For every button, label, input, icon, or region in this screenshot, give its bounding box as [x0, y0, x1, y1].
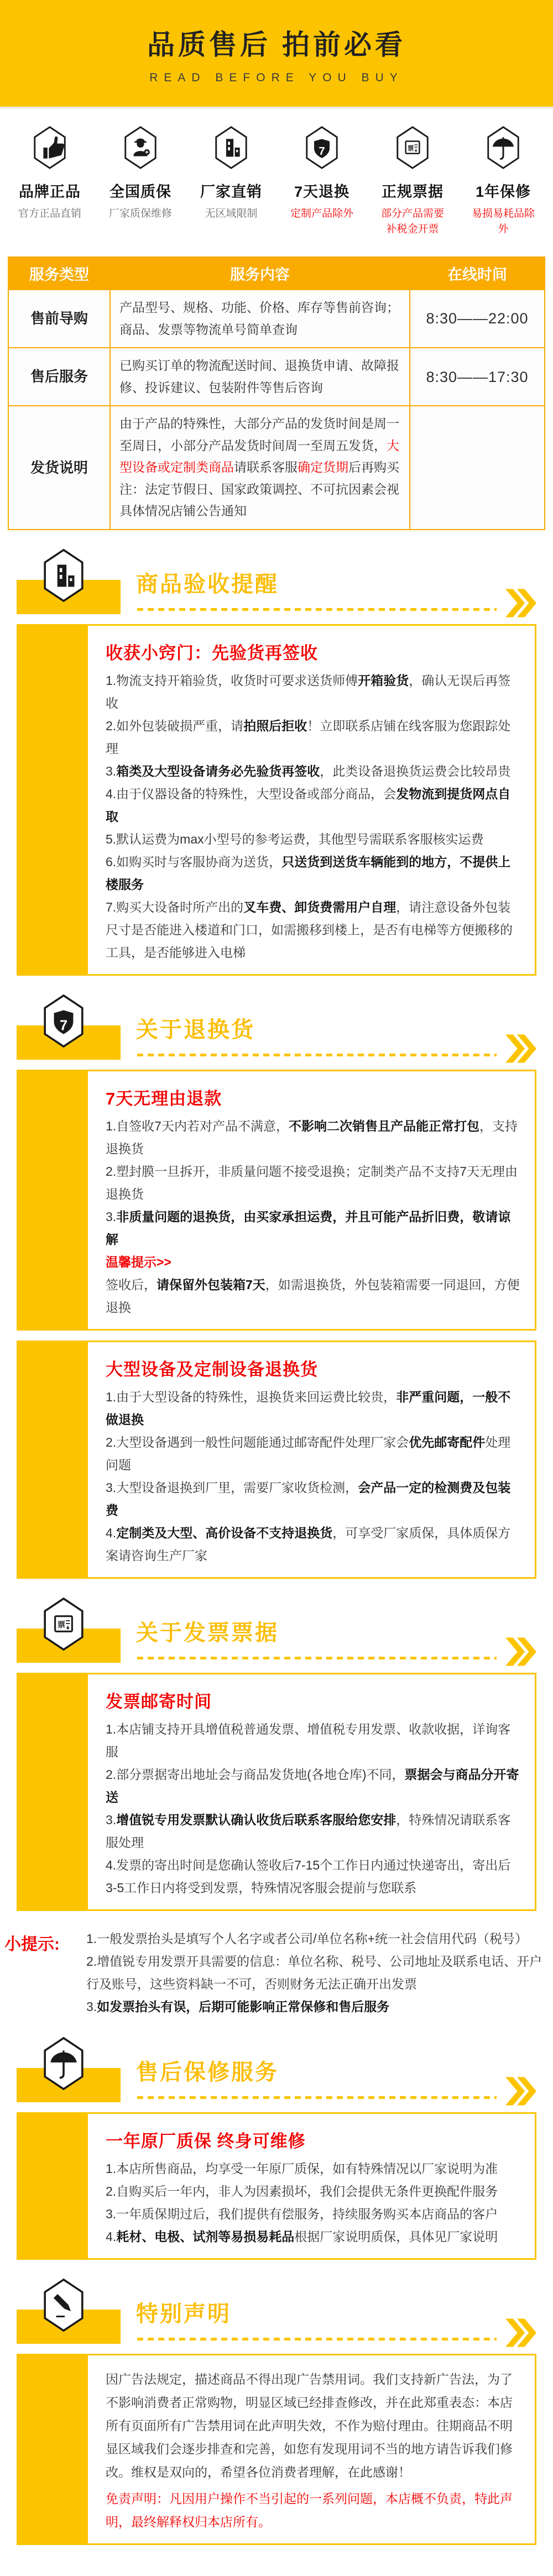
badge-label: 全国质保	[109, 184, 171, 200]
badge-subtext: 易损易耗品除外	[471, 208, 535, 235]
table-header-row	[8, 257, 545, 290]
list-item: 1.本店铺支持开具增值税普通发票、增值税专用发票、收款收据，详询客服	[106, 1722, 511, 1760]
factory-icon	[41, 548, 86, 603]
list-item: 2.部分票据寄出地址会与商品发货地(各地仓库)不同，票据会与商品分开寄送	[106, 1767, 519, 1805]
page-header	[0, 0, 553, 109]
section-title: 关于发票票据	[136, 1621, 279, 1646]
list-item: 2.大型设备遇到一般性问题能通过邮寄配件处理厂家会优先邮寄配件处理问题	[106, 1435, 511, 1473]
refund-list	[106, 1115, 520, 1251]
warranty-panel	[17, 2112, 536, 2260]
table-row	[8, 348, 545, 406]
online-time-cell: 8:30——17:30	[410, 348, 545, 406]
section-title: 特别声明	[136, 2302, 231, 2327]
col-online-time: 在线时间	[410, 257, 545, 290]
double-chevron-icon	[505, 589, 536, 617]
list-item: 3.增值锐专用发票默认确认收货后联系客服给您安排，特殊情况请联系客服处理	[106, 1813, 511, 1850]
list-item: 5.默认运费为max小型号的参考运费，其他型号需联系客服核实运费	[106, 832, 484, 847]
section-header-inspection	[17, 550, 536, 614]
page-title: 品质售后 拍前必看	[147, 29, 406, 60]
dashed-divider	[137, 2096, 497, 2099]
badge-label: 7天退换	[294, 184, 350, 200]
service-badges	[0, 109, 553, 243]
panel-title: 收获小窍门：先验货再签收	[106, 643, 318, 663]
double-chevron-icon	[505, 1637, 536, 1666]
badge-label: 品牌正品	[19, 184, 81, 200]
panel-title: 一年原厂质保 终身可维修	[106, 2132, 306, 2151]
col-service-content: 服务内容	[110, 257, 410, 290]
service-content-cell: 产品型号、规格、功能、价格、库存等售前咨询； 商品、发票等物流单号简单查询	[110, 290, 410, 348]
tips-label: 小提示:	[4, 1935, 60, 1954]
badge-label: 厂家直销	[200, 184, 262, 200]
list-item: 3.箱类及大型设备请务必先验货再签收，此类设备退换货运费会比较昂贵	[106, 764, 511, 779]
list-item: 3.大型设备退换到厂里，需要厂家收货检测，会产品一定的检测费及包装费	[106, 1480, 511, 1518]
service-content-cell: 由于产品的特殊性，大部分产品的发货时间是周一至周日，小部分产品发货时间周一至周五发货，大型设备或定制类商品请联系客服确定货期后再购买 注：法定节假日、国家政策调控、不可抗因素会视具体情况店铺公告通知	[110, 406, 410, 530]
large-equipment-return-panel	[17, 1341, 536, 1579]
list-item: 7.购买大设备时所产出的叉车费、卸货费需用户自理，请注意设备外包装尺寸是否能进入楼道和门口，如需搬移到楼上，是否有电梯等方便搬移的工具，是否能够进入电梯	[106, 900, 513, 960]
inspection-panel	[17, 624, 536, 976]
list-item: 1.一般发票抬头是填写个人名字或者公司/单位名称+统一社会信用代码（税号）	[86, 1931, 528, 1946]
invoice-list	[106, 1718, 520, 1899]
section-header-statement	[17, 2280, 536, 2344]
dashed-divider	[137, 608, 497, 611]
service-type-cell: 售前导购	[8, 290, 110, 348]
thumbs-up-icon	[32, 125, 68, 170]
service-type-cell: 售后服务	[8, 348, 110, 406]
receipt-icon	[41, 1596, 86, 1652]
badge-subtext: 无区域限制	[205, 208, 258, 219]
invoice-panel	[17, 1673, 536, 1911]
bottom-spacer	[0, 2545, 553, 2576]
statement-panel	[17, 2354, 536, 2545]
badge-7day-return	[279, 125, 365, 237]
list-item: 1.物流支持开箱验货，收货时可要求送货师傅开箱验货，确认无误后再签收	[106, 673, 511, 711]
badge-subtext: 定制产品除外	[290, 208, 353, 219]
list-item: 2.塑封膜一旦拆开，非质量问题不接受退换；定制类产品不支持7天无理由退换货	[106, 1164, 518, 1202]
list-item: 3.一年质保期过后，我们提供有偿服务，持续服务购买本店商品的客户	[106, 2207, 498, 2222]
invoice-tips	[4, 1928, 546, 2018]
warranty-list	[106, 2158, 520, 2248]
dashed-divider	[137, 1657, 497, 1659]
section-header-returns	[17, 996, 536, 1060]
list-item: 3.如发票抬头有误，后期可能影响正常保修和售后服务	[86, 1999, 390, 2014]
list-item: 1.由于大型设备的特殊性，退换货来回运费比较贵，非严重问题，一般不做退换	[106, 1390, 511, 1427]
section-header-invoice	[17, 1599, 536, 1663]
col-service-type: 服务类型	[8, 257, 110, 290]
badge-label: 1年保修	[475, 184, 531, 200]
badge-factory-direct	[188, 125, 274, 237]
list-item: 3.非质量问题的退换货，由买家承担运费，并且可能产品折旧费，敬请谅解	[106, 1210, 511, 1247]
badge-subtext: 厂家质保维修	[108, 208, 172, 219]
double-chevron-icon	[505, 2318, 536, 2347]
factory-icon	[213, 125, 249, 170]
panel-title: 发票邮寄时间	[106, 1692, 212, 1712]
seven-day-refund-panel	[17, 1070, 536, 1331]
list-item: 2.增值锐专用发票开具需要的信息：单位名称、税号、公司地址及联系电话、开户行及账号，这些资料缺一不可，否则财务无法正确开出发票	[86, 1954, 542, 1992]
list-item: 4.耗材、电极、试剂等易损易耗品根据厂家说明质保，具体见厂家说明	[106, 2229, 498, 2244]
badge-subtext: 官方正品直销	[18, 208, 81, 219]
panel-title: 大型设备及定制设备退换货	[106, 1360, 318, 1380]
badge-label: 正规票据	[382, 184, 444, 200]
dashed-divider	[137, 1054, 497, 1056]
double-chevron-icon	[505, 2077, 536, 2106]
badge-brand-authentic	[7, 125, 93, 237]
shield-7-icon	[304, 125, 340, 170]
dashed-divider	[137, 2338, 497, 2341]
list-item: 4.定制类及大型、高价设备不支持退换货，可享受厂家质保，具体质保方案请咨询生产厂家	[106, 1526, 511, 1563]
section-title: 商品验收提醒	[136, 572, 279, 597]
list-item: 4.由于仪器设备的特殊性，大型设备或部分商品，会发物流到提货网点自取	[106, 787, 511, 824]
list-item: 2.如外包装破损严重，请拍照后拒收！立即联系店铺在线客服为您跟踪处理	[106, 719, 511, 756]
online-time-cell	[410, 406, 545, 530]
tips-list	[86, 1928, 546, 2018]
badge-subtext: 部分产品需要补税金开票	[380, 208, 444, 235]
disclaimer-paragraph: 免责声明：凡因用户操作不当引起的一系列问题，本店概不负责，特此声明，最终解释权归本店所有。	[106, 2491, 513, 2530]
service-content-cell: 已购买订单的物流配送时间、退换货申请、故障报修、投诉建议、包装附件等售后咨询	[110, 348, 410, 406]
list-item: 2.自购买后一年内，非人为因素损坏，我们会提供无条件更换配件服务	[106, 2184, 498, 2199]
table-row	[8, 290, 545, 348]
umbrella-icon	[485, 125, 521, 170]
warm-tip-label: 温馨提示>>	[106, 1255, 171, 1270]
table-row	[8, 406, 545, 530]
page-subtitle: READ BEFORE YOU BUY	[149, 71, 404, 84]
online-time-cell: 8:30——22:00	[410, 290, 545, 348]
section-title: 售后保修服务	[136, 2060, 279, 2085]
service-table	[8, 256, 545, 530]
warm-tip-text: 签收后，请保留外包装箱7天，如需退换货，外包装箱需要一同退回，方便退换	[106, 1277, 520, 1315]
inspection-list	[106, 669, 520, 964]
badge-1year-warranty	[460, 125, 546, 237]
receipt-icon	[394, 125, 431, 170]
double-chevron-icon	[505, 1034, 536, 1063]
pencil-icon	[41, 2277, 86, 2333]
statement-paragraph: 因广告法规定，描述商品不得出现广告禁用词。我们支持新广告法，为了不影响消费者正常购物，明显区域已经排查修改，并在此郑重表态：本店所有页面所有广告禁用词在此声明失效，不作为赔付理由。往期商品不明显区域我们会逐步排查和完善，如您有发现用词不当的地方请告诉我们修改。维权是双向的，希望各位消费者理解，在此感谢！	[106, 2372, 513, 2480]
service-type-cell: 发货说明	[8, 406, 110, 530]
large-equipment-list	[106, 1386, 520, 1567]
badge-official-invoice	[369, 125, 456, 237]
list-item: 4.发票的寄出时间是您确认签收后7-15个工作日内通过快递寄出，寄出后3-5工作日内将受到发票，特殊情况客服会提前与您联系	[106, 1858, 511, 1896]
list-item: 1.自签收7天内若对产品不满意，不影响二次销售且产品能正常打包，支持退换货	[106, 1119, 518, 1156]
section-title: 关于退换货	[136, 1018, 255, 1043]
panel-title: 7天无理由退款	[106, 1089, 222, 1109]
shield-7-icon	[41, 993, 86, 1049]
technician-icon	[122, 125, 159, 170]
list-item: 1.本店所售商品，均享受一年原厂质保，如有特殊情况以厂家说明为准	[106, 2161, 498, 2176]
list-item: 6.如购买时与客服协商为送货，只送货到送货车辆能到的地方，不提供上楼服务	[106, 855, 511, 892]
umbrella-icon	[41, 2036, 86, 2091]
section-header-warranty	[17, 2038, 536, 2102]
badge-national-warranty	[97, 125, 184, 237]
